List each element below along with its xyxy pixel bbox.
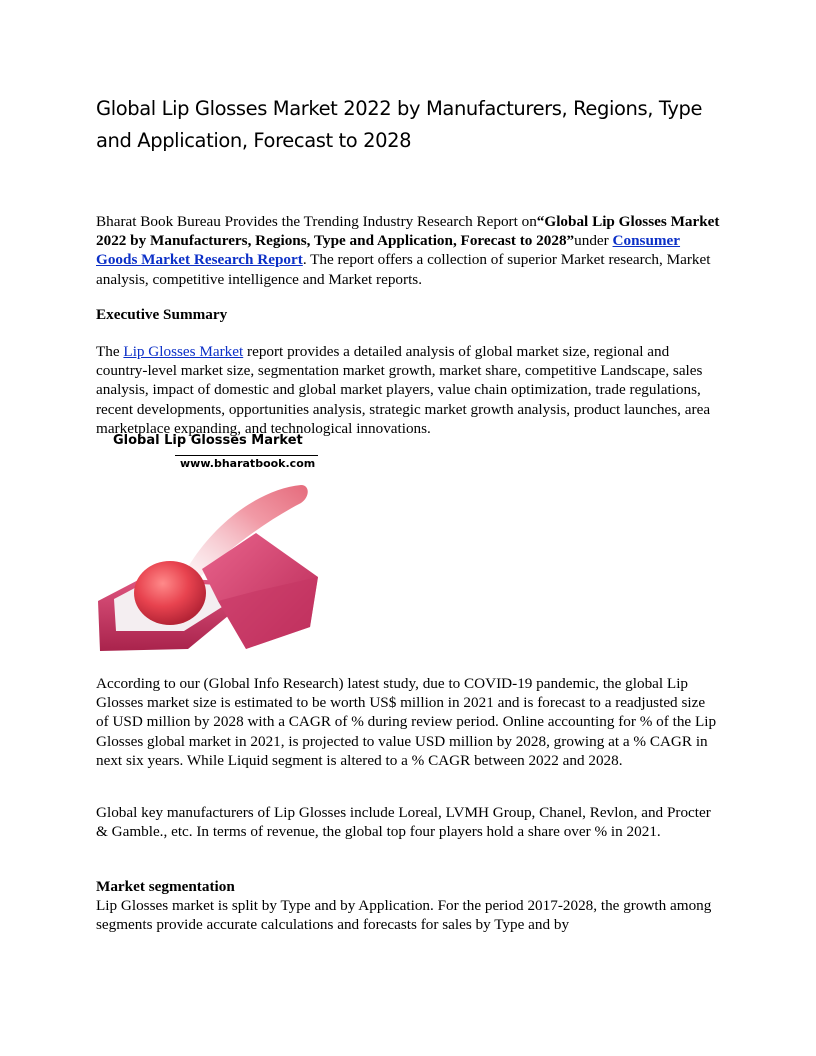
figure-url: www.bharatbook.com xyxy=(180,457,316,470)
exec-text-before: The xyxy=(96,343,124,360)
intro-paragraph xyxy=(96,212,720,289)
exec-text-after: report provides a detailed analysis of global market size, regional and country-level market size, segmentation market growth, market share, competitive Landscape, sales analysis, impact of domestic and global market players, value chain optimization, trade regulations, recent developments, opportunities analysis, strategic market growth analysis, product launches, area marketplace expanding, and technological innovations. xyxy=(96,343,711,437)
figure-divider xyxy=(175,455,318,456)
intro-under-text: under xyxy=(574,232,613,250)
lip-glosses-market-link[interactable]: Lip Glosses Market xyxy=(123,343,244,360)
executive-summary-heading: Executive Summary xyxy=(96,306,228,323)
executive-summary-paragraph xyxy=(96,342,720,438)
manufacturers-paragraph: Global key manufacturers of Lip Glosses include Loreal, LVMH Group, Chanel, Revlon, and Procter & Gamble., etc. In terms of revenue, the global top four players hold a share over % in 2021. xyxy=(96,804,711,841)
consumer-goods-report-link[interactable]: Consumer Goods Market Research Report xyxy=(96,232,681,269)
intro-tail-text: . The report offers a collection of superior Market research, Market analysis, competitive intelligence and Market reports. xyxy=(96,251,711,288)
market-segmentation-heading: Market segmentation xyxy=(96,878,235,895)
study-paragraph: According to our (Global Info Research) latest study, due to COVID-19 pandemic, the global Lip Glosses market size is estimated to be worth US$ million in 2021 and is forecast to a readjusted size of USD million by 2028 with a CAGR of % during review period. Online accounting for % of the Lip Glosses global market in 2021, is projected to value USD million by 2028, growing at a % CAGR in next six years. While Liquid segment is altered to a % CAGR between 2022 and 2028. xyxy=(96,675,717,769)
intro-text: Bharat Book Bureau Provides the Trending Industry Research Report on xyxy=(96,213,537,230)
segmentation-paragraph: Lip Glosses market is split by Type and by Application. For the period 2017-2028, the growth among segments provide accurate calculations and forecasts for sales by Type and by xyxy=(96,897,712,934)
page-title: Global Lip Glosses Market 2022 by Manufacturers, Regions, Type and Application, Forecast to 2028 xyxy=(96,97,703,152)
lip-gloss-product-image xyxy=(96,481,320,655)
gloss-ball xyxy=(134,561,206,625)
intro-report-title: “Global Lip Glosses Market 2022 by Manufacturers, Regions, Type and Application, Forecast to 2028” xyxy=(96,213,720,250)
figure-title: Global Lip Glosses Market xyxy=(113,433,303,448)
